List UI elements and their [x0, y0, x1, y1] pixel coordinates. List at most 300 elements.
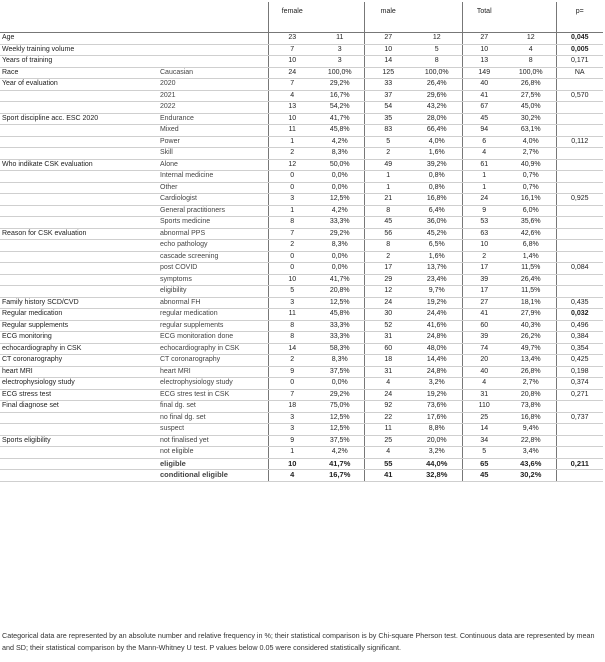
p-value: 0,354 [556, 343, 603, 355]
total-value: 22,8% [506, 435, 556, 447]
total-value: 11,5% [506, 286, 556, 298]
male-value: 19,2% [412, 389, 462, 401]
total-n: 110 [462, 401, 506, 413]
male-value: 8,8% [412, 424, 462, 436]
total-n: 27 [462, 33, 506, 45]
subcategory: CT coronarography [158, 355, 268, 367]
female-value: 16,7% [316, 90, 364, 102]
male-n: 52 [364, 320, 412, 332]
results-table [0, 2, 603, 482]
female-value: 45,8% [316, 309, 364, 321]
p-value: 0,032 [556, 309, 603, 321]
subcategory: Power [158, 136, 268, 148]
p-value [556, 447, 603, 459]
header-cell: female [268, 2, 316, 33]
male-value: 41,6% [412, 320, 462, 332]
table-row [0, 102, 603, 114]
p-value [556, 79, 603, 91]
total-value: 42,6% [506, 228, 556, 240]
female-value: 0,0% [316, 251, 364, 263]
female-value: 50,0% [316, 159, 364, 171]
male-value: 20,0% [412, 435, 462, 447]
female-n: 2 [268, 148, 316, 160]
p-value: NA [556, 67, 603, 79]
total-n: 94 [462, 125, 506, 137]
male-n: 31 [364, 366, 412, 378]
row-label [0, 217, 158, 229]
p-value [556, 125, 603, 137]
male-n: 125 [364, 67, 412, 79]
table-row [0, 125, 603, 137]
female-n: 12 [268, 159, 316, 171]
male-value: 8 [412, 56, 462, 68]
p-value: 0,374 [556, 378, 603, 390]
male-n: 17 [364, 263, 412, 275]
male-n: 54 [364, 102, 412, 114]
subcategory: Sports medicine [158, 217, 268, 229]
male-n: 1 [364, 182, 412, 194]
subcategory: 2022 [158, 102, 268, 114]
table-row [0, 401, 603, 413]
total-value: 6,0% [506, 205, 556, 217]
row-label: Sport discipline acc. ESC 2020 [0, 113, 158, 125]
male-value: 12 [412, 33, 462, 45]
table-row [0, 194, 603, 206]
subcategory: heart MRI [158, 366, 268, 378]
total-n: 6 [462, 136, 506, 148]
male-n: 30 [364, 309, 412, 321]
p-value: 0,045 [556, 33, 603, 45]
row-label: echocardiography in CSK [0, 343, 158, 355]
total-n: 63 [462, 228, 506, 240]
male-value: 43,2% [412, 102, 462, 114]
p-value [556, 401, 603, 413]
p-value: 0,496 [556, 320, 603, 332]
total-n: 60 [462, 320, 506, 332]
female-n: 5 [268, 286, 316, 298]
total-value: 27,9% [506, 309, 556, 321]
p-value: 0,171 [556, 56, 603, 68]
male-value: 13,7% [412, 263, 462, 275]
table-footnote: Categorical data are represented by an absolute number and relative frequency in %; their statistical comparison is by Chi-square Pherson test. Continuous data are represented by mean and SD; their statistical comparison by the Mann-Whitney U test. P values below 0.05 were considered statistically significant. [2, 631, 595, 652]
header-cell: male [364, 2, 412, 33]
row-label: Who indikate CSK evaluation [0, 159, 158, 171]
total-n: 61 [462, 159, 506, 171]
male-n: 8 [364, 240, 412, 252]
total-n: 45 [462, 113, 506, 125]
table-row [0, 136, 603, 148]
p-value: 0,570 [556, 90, 603, 102]
total-n: 34 [462, 435, 506, 447]
subcategory [158, 44, 268, 56]
row-label [0, 102, 158, 114]
female-n: 23 [268, 33, 316, 45]
total-n: 40 [462, 366, 506, 378]
male-value: 0,8% [412, 171, 462, 183]
total-value: 40,9% [506, 159, 556, 171]
female-n: 0 [268, 171, 316, 183]
p-value: 0,084 [556, 263, 603, 275]
male-n: 45 [364, 217, 412, 229]
female-n: 8 [268, 217, 316, 229]
total-value: 8 [506, 56, 556, 68]
subcategory: eligibility [158, 286, 268, 298]
male-n: 31 [364, 332, 412, 344]
subcategory: final dg. set [158, 401, 268, 413]
male-value: 24,4% [412, 309, 462, 321]
male-value: 16,8% [412, 194, 462, 206]
total-value: 63,1% [506, 125, 556, 137]
female-value: 3 [316, 44, 364, 56]
male-n: 49 [364, 159, 412, 171]
subcategory: suspect [158, 424, 268, 436]
table-row [0, 355, 603, 367]
male-value: 3,2% [412, 447, 462, 459]
total-n: 31 [462, 389, 506, 401]
total-n: 65 [462, 458, 506, 470]
subcategory: ECG stres test in CSK [158, 389, 268, 401]
total-value: 0,7% [506, 182, 556, 194]
p-value [556, 113, 603, 125]
row-label [0, 90, 158, 102]
total-n: 53 [462, 217, 506, 229]
row-label [0, 205, 158, 217]
female-value: 11 [316, 33, 364, 45]
female-n: 1 [268, 447, 316, 459]
total-value: 16,8% [506, 412, 556, 424]
p-value [556, 286, 603, 298]
row-label [0, 182, 158, 194]
table-row [0, 332, 603, 344]
total-value: 13,4% [506, 355, 556, 367]
female-value: 12,5% [316, 424, 364, 436]
male-value: 29,6% [412, 90, 462, 102]
female-n: 9 [268, 435, 316, 447]
total-value: 100,0% [506, 67, 556, 79]
female-value: 4,2% [316, 136, 364, 148]
p-value [556, 274, 603, 286]
p-value [556, 102, 603, 114]
table-row [0, 263, 603, 275]
male-n: 8 [364, 205, 412, 217]
male-value: 17,6% [412, 412, 462, 424]
row-label [0, 447, 158, 459]
row-label: Regular supplements [0, 320, 158, 332]
female-value: 8,3% [316, 240, 364, 252]
subcategory: not finalised yet [158, 435, 268, 447]
p-value: 0,925 [556, 194, 603, 206]
row-label: Year of evaluation [0, 79, 158, 91]
table-row [0, 182, 603, 194]
total-value: 26,4% [506, 274, 556, 286]
total-value: 30,2% [506, 113, 556, 125]
p-value [556, 217, 603, 229]
p-value: 0,425 [556, 355, 603, 367]
subcategory: Mixed [158, 125, 268, 137]
row-label: Regular medication [0, 309, 158, 321]
table-row [0, 251, 603, 263]
total-value: 43,6% [506, 458, 556, 470]
table-row [0, 297, 603, 309]
table-row [0, 67, 603, 79]
table-row [0, 366, 603, 378]
subcategory: echocardiography in CSK [158, 343, 268, 355]
row-label: Years of training [0, 56, 158, 68]
table-row [0, 171, 603, 183]
male-n: 2 [364, 251, 412, 263]
total-value: 45,0% [506, 102, 556, 114]
total-value: 1,4% [506, 251, 556, 263]
female-n: 10 [268, 458, 316, 470]
subcategory [158, 33, 268, 45]
subcategory: cascade screening [158, 251, 268, 263]
female-value: 45,8% [316, 125, 364, 137]
male-n: 29 [364, 274, 412, 286]
male-value: 39,2% [412, 159, 462, 171]
female-value: 41,7% [316, 274, 364, 286]
total-n: 39 [462, 332, 506, 344]
female-value: 16,7% [316, 470, 364, 482]
table-row [0, 148, 603, 160]
subcategory: regular medication [158, 309, 268, 321]
row-label: Age [0, 33, 158, 45]
p-value [556, 159, 603, 171]
female-value: 29,2% [316, 389, 364, 401]
row-label [0, 286, 158, 298]
row-label [0, 194, 158, 206]
female-value: 20,8% [316, 286, 364, 298]
male-value: 23,4% [412, 274, 462, 286]
table-row [0, 458, 603, 470]
row-label: CT coronarography [0, 355, 158, 367]
p-value: 0,198 [556, 366, 603, 378]
male-n: 22 [364, 412, 412, 424]
table-row [0, 240, 603, 252]
male-n: 55 [364, 458, 412, 470]
subcategory: Other [158, 182, 268, 194]
subcategory: Endurance [158, 113, 268, 125]
row-label [0, 263, 158, 275]
female-n: 14 [268, 343, 316, 355]
p-value [556, 182, 603, 194]
male-value: 100,0% [412, 67, 462, 79]
female-n: 8 [268, 332, 316, 344]
table-row [0, 378, 603, 390]
female-n: 3 [268, 412, 316, 424]
subcategory: not eligible [158, 447, 268, 459]
male-value: 73,6% [412, 401, 462, 413]
female-n: 9 [268, 366, 316, 378]
total-n: 13 [462, 56, 506, 68]
total-n: 10 [462, 240, 506, 252]
subcategory: General practitioners [158, 205, 268, 217]
header-cell: Total [462, 2, 506, 33]
male-n: 1 [364, 171, 412, 183]
row-label [0, 125, 158, 137]
total-value: 20,8% [506, 389, 556, 401]
male-value: 26,4% [412, 79, 462, 91]
p-value [556, 240, 603, 252]
subcategory: echo pathology [158, 240, 268, 252]
subcategory: Internal medicine [158, 171, 268, 183]
total-n: 74 [462, 343, 506, 355]
row-label: heart MRI [0, 366, 158, 378]
female-value: 41,7% [316, 458, 364, 470]
male-value: 19,2% [412, 297, 462, 309]
header-cell [0, 2, 158, 33]
male-n: 12 [364, 286, 412, 298]
total-value: 12 [506, 33, 556, 45]
male-value: 24,8% [412, 366, 462, 378]
p-value [556, 424, 603, 436]
table-row [0, 228, 603, 240]
male-n: 24 [364, 297, 412, 309]
total-n: 45 [462, 470, 506, 482]
male-n: 41 [364, 470, 412, 482]
subcategory: conditional eligible [158, 470, 268, 482]
row-label [0, 470, 158, 482]
table-row [0, 424, 603, 436]
header-cell: p= [556, 2, 603, 33]
male-value: 4,0% [412, 136, 462, 148]
female-value: 8,3% [316, 148, 364, 160]
subcategory: eligible [158, 458, 268, 470]
total-n: 40 [462, 79, 506, 91]
female-value: 29,2% [316, 79, 364, 91]
subcategory: abnormal PPS [158, 228, 268, 240]
female-value: 12,5% [316, 412, 364, 424]
p-value [556, 435, 603, 447]
p-value: 0,384 [556, 332, 603, 344]
total-n: 5 [462, 447, 506, 459]
female-n: 7 [268, 79, 316, 91]
female-value: 37,5% [316, 366, 364, 378]
female-n: 8 [268, 320, 316, 332]
female-value: 0,0% [316, 378, 364, 390]
p-value [556, 171, 603, 183]
female-value: 3 [316, 56, 364, 68]
table-row [0, 217, 603, 229]
male-n: 21 [364, 194, 412, 206]
male-value: 45,2% [412, 228, 462, 240]
male-n: 37 [364, 90, 412, 102]
female-value: 4,2% [316, 205, 364, 217]
subcategory: ECG monitoration done [158, 332, 268, 344]
subcategory: regular supplements [158, 320, 268, 332]
female-n: 4 [268, 90, 316, 102]
male-value: 14,4% [412, 355, 462, 367]
total-value: 11,5% [506, 263, 556, 275]
female-n: 1 [268, 205, 316, 217]
row-label: Weekly training volume [0, 44, 158, 56]
row-label [0, 136, 158, 148]
total-value: 4,0% [506, 136, 556, 148]
male-n: 25 [364, 435, 412, 447]
female-n: 2 [268, 355, 316, 367]
female-value: 12,5% [316, 194, 364, 206]
subcategory: 2020 [158, 79, 268, 91]
male-n: 83 [364, 125, 412, 137]
row-label: Sports eligibility [0, 435, 158, 447]
row-label [0, 424, 158, 436]
row-label [0, 148, 158, 160]
total-value: 73,8% [506, 401, 556, 413]
subcategory: 2021 [158, 90, 268, 102]
male-n: 14 [364, 56, 412, 68]
p-value: 0,271 [556, 389, 603, 401]
female-value: 33,3% [316, 217, 364, 229]
row-label: electrophysiology study [0, 378, 158, 390]
female-n: 18 [268, 401, 316, 413]
total-value: 27,5% [506, 90, 556, 102]
male-value: 66,4% [412, 125, 462, 137]
table-row [0, 447, 603, 459]
total-n: 41 [462, 309, 506, 321]
female-n: 10 [268, 56, 316, 68]
p-value [556, 251, 603, 263]
total-n: 67 [462, 102, 506, 114]
male-n: 4 [364, 378, 412, 390]
total-value: 26,8% [506, 79, 556, 91]
total-n: 14 [462, 424, 506, 436]
table-row [0, 343, 603, 355]
male-n: 11 [364, 424, 412, 436]
female-value: 8,3% [316, 355, 364, 367]
male-n: 56 [364, 228, 412, 240]
male-n: 60 [364, 343, 412, 355]
row-label [0, 251, 158, 263]
total-n: 17 [462, 286, 506, 298]
row-label [0, 240, 158, 252]
female-n: 7 [268, 44, 316, 56]
female-n: 4 [268, 470, 316, 482]
female-n: 13 [268, 102, 316, 114]
p-value: 0,005 [556, 44, 603, 56]
row-label: ECG monitoring [0, 332, 158, 344]
total-n: 39 [462, 274, 506, 286]
female-value: 100,0% [316, 67, 364, 79]
table-row [0, 412, 603, 424]
female-n: 10 [268, 113, 316, 125]
table-row [0, 33, 603, 45]
subcategory: Alone [158, 159, 268, 171]
total-value: 3,4% [506, 447, 556, 459]
total-value: 40,3% [506, 320, 556, 332]
table-row [0, 286, 603, 298]
female-n: 1 [268, 136, 316, 148]
total-value: 0,7% [506, 171, 556, 183]
total-n: 41 [462, 90, 506, 102]
female-value: 41,7% [316, 113, 364, 125]
male-value: 24,8% [412, 332, 462, 344]
female-value: 4,2% [316, 447, 364, 459]
subcategory: Skill [158, 148, 268, 160]
male-value: 0,8% [412, 182, 462, 194]
female-n: 0 [268, 182, 316, 194]
female-value: 33,3% [316, 332, 364, 344]
total-n: 9 [462, 205, 506, 217]
header-row [0, 2, 603, 33]
total-n: 10 [462, 44, 506, 56]
table-row [0, 309, 603, 321]
male-value: 3,2% [412, 378, 462, 390]
p-value [556, 470, 603, 482]
table-row [0, 44, 603, 56]
total-value: 16,1% [506, 194, 556, 206]
total-value: 2,7% [506, 378, 556, 390]
header-cell [316, 2, 364, 33]
total-n: 24 [462, 194, 506, 206]
